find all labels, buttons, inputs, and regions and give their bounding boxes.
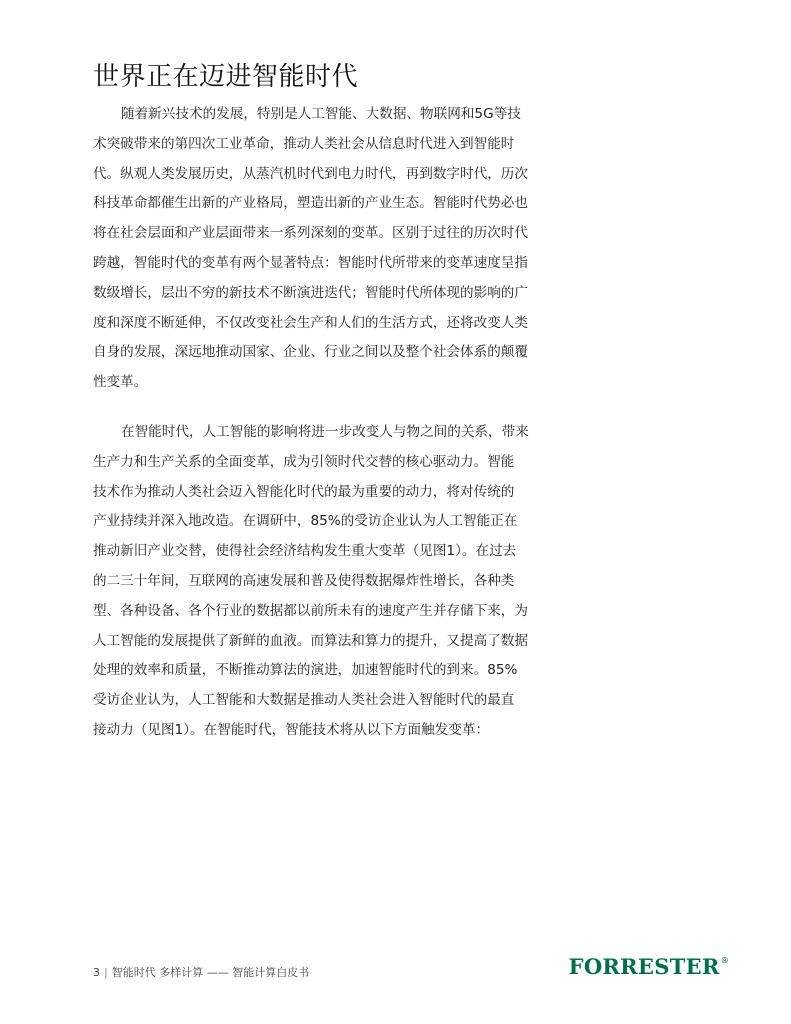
paragraph-line: 生产力和生产关系的全面变革，成为引领时代交替的核心驱动力。智能 [93,453,515,470]
paragraph-2 [93,418,529,746]
paragraph-line: 跨越，智能时代的变革有两个显著特点：智能时代所带来的变革速度呈指 [93,254,528,271]
page-title: 世界正在迈进智能时代 [93,62,359,92]
paragraph-line: 将在社会层面和产业层面带来一系列深刻的变革。区别于过往的历次时代 [93,225,528,242]
paragraph-line: 推动新旧产业交替，使得社会经济结构发生重大变革（见图1）。在过去 [93,543,517,560]
paragraph-line: 人工智能的发展提供了新鲜的血液。而算法和算力的提升，又提高了数据 [93,632,528,649]
page-number: 3 [93,966,100,979]
paragraph-line: 代。纵观人类发展历史，从蒸汽机时代到电力时代，再到数字时代，历次 [93,165,528,182]
page-footer [93,964,309,980]
paragraph-line: 度和深度不断延伸，不仅改变社会生产和人们的生活方式，还将改变人类 [93,314,528,331]
paragraph-line: 的二三十年间，互联网的高速发展和普及使得数据爆炸性增长，各种类 [93,572,515,589]
paragraph-line: 型、各种设备、各个行业的数据都以前所未有的速度产生并存储下来，为 [93,602,528,619]
paragraph-line: 受访企业认为，人工智能和大数据是推动人类社会进入智能时代的最直 [93,692,515,709]
logo-wordmark: FORRESTER [568,954,720,979]
footer-separator: | [104,966,108,979]
paragraph-line: 数级增长，层出不穷的新技术不断演进迭代；智能时代所体现的影响的广 [93,284,528,301]
paragraph-1 [93,100,528,398]
paragraph-line: 技术作为推动人类社会迈入智能化时代的最为重要的动力，将对传统的 [93,483,515,500]
paragraph-line: 术突破带来的第四次工业革命，推动人类社会从信息时代进入到智能时 [93,135,515,152]
registered-mark-icon: ® [720,956,729,965]
paragraph-line: 产业持续并深入地改造。在调研中，85%的受访企业认为人工智能正在 [93,513,518,530]
paragraph-line: 自身的发展，深远地推动国家、企业、行业之间以及整个社会体系的颠覆 [93,344,528,361]
paragraph-line: 随着新兴技术的发展，特别是人工智能、大数据、物联网和5G等技 [121,106,521,122]
paragraph-line: 科技革命都催生出新的产业格局，塑造出新的产业生态。智能时代势必也 [93,195,528,212]
paragraph-line: 接动力（见图1）。在智能时代，智能技术将从以下方面触发变革： [93,721,490,738]
paragraph-line: 处理的效率和质量，不断推动算法的演进，加速智能时代的到来。85% [93,662,518,679]
paragraph-line: 性变革。 [93,374,148,391]
forrester-logo [569,954,729,979]
paragraph-line: 在智能时代，人工智能的影响将进一步改变人与物之间的关系，带来 [121,424,529,440]
footer-doc-title: 智能时代 多样计算 —— 智能计算白皮书 [111,966,310,979]
